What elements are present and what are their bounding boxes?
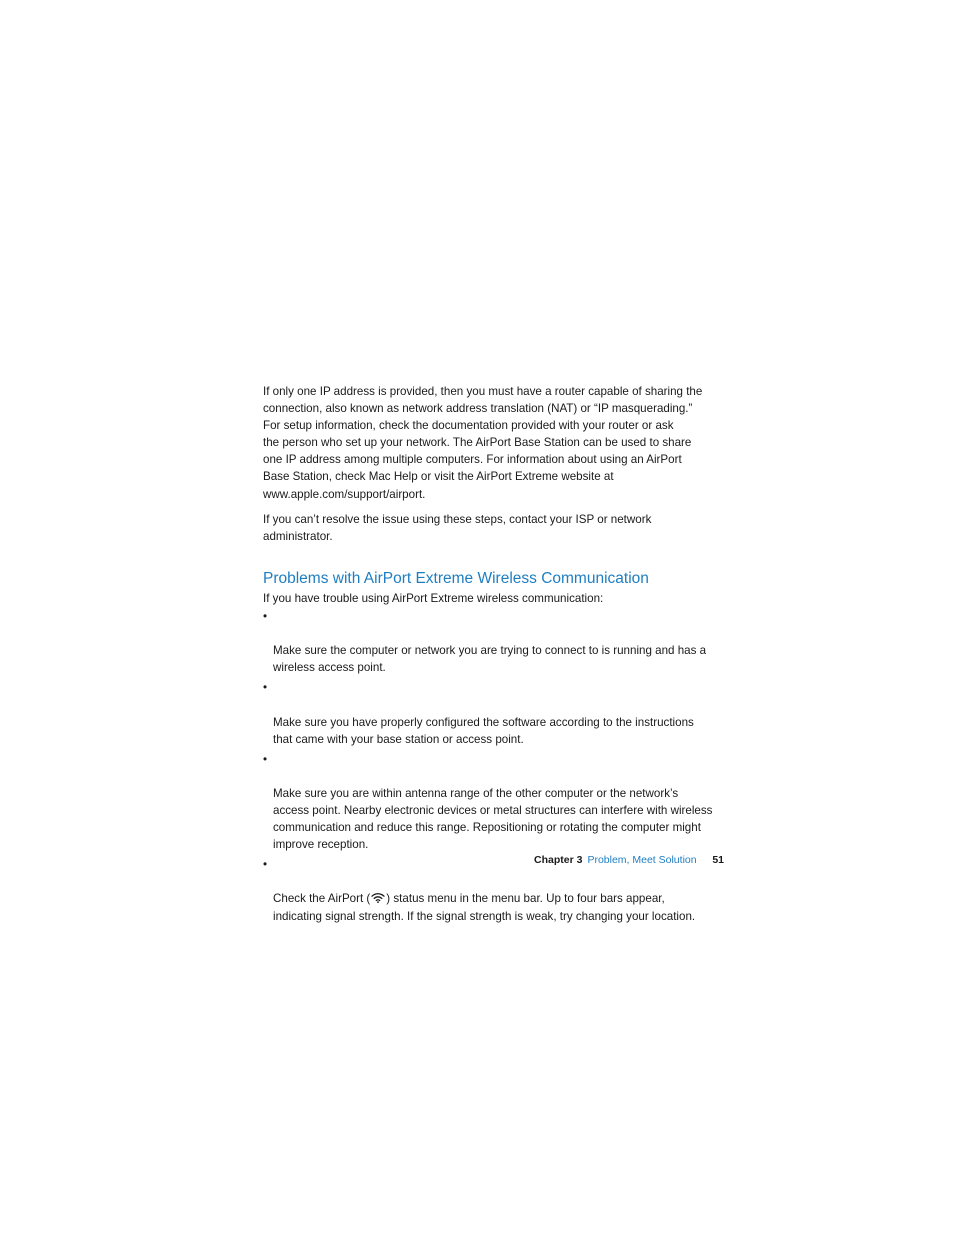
page-footer [534,853,724,867]
list-item-text-after-icon: ) status menu in the menu bar. Up to four bars appear, indicating signal strength. If the signal strength is weak, try changing your location. [273,892,696,923]
paragraph-contact-isp: If you can’t resolve the issue using these steps, contact your ISP or network administrator. [263,512,652,543]
section-heading: Problems with AirPort Extreme Wireless Communication [263,569,649,587]
bullet-list [263,608,713,925]
bullet-marker: • [263,858,268,872]
list-item [263,679,713,747]
list-item-text: Make sure you are within antenna range of the other computer or the network’s access point. Nearby electronic devices or metal structures can interfere with wireless communication and reduce this range. Repositioning or rotating the computer might improve reception. [273,786,713,852]
bullet-marker: • [263,609,268,623]
list-item-text: Make sure the computer or network you are trying to connect to is running and has a wireless access point. [273,644,707,675]
page-content [263,383,713,928]
bullet-marker: • [263,681,268,695]
list-item [263,751,713,854]
list-item-text: Make sure you have properly configured the software according to the instructions that came with your base station or access point. [273,715,694,746]
airport-wifi-icon [371,892,385,903]
list-item [263,608,713,676]
footer-chapter: Chapter 3 [534,854,583,866]
page-number: 51 [712,854,724,866]
bullet-marker: • [263,752,268,766]
paragraph-ip-address: If only one IP address is provided, then you must have a router capable of sharing the connection, also known as network address translation (NAT) or “IP masquerading.” For setup information, check the documentation provided with your router or ask the person who set up your network. The AirPort Base Station can be used to share one IP address among multiple computers. For information about using an AirPort Base Station, check Mac Help or visit the AirPort Extreme website at www.apple.com/support/airport. [263,385,703,501]
footer-chapter-title: Problem, Meet Solution [587,854,697,866]
section-intro: If you have trouble using AirPort Extreme wireless communication: [263,591,604,605]
list-item-text-before-icon: Check the AirPort ( [273,892,371,906]
